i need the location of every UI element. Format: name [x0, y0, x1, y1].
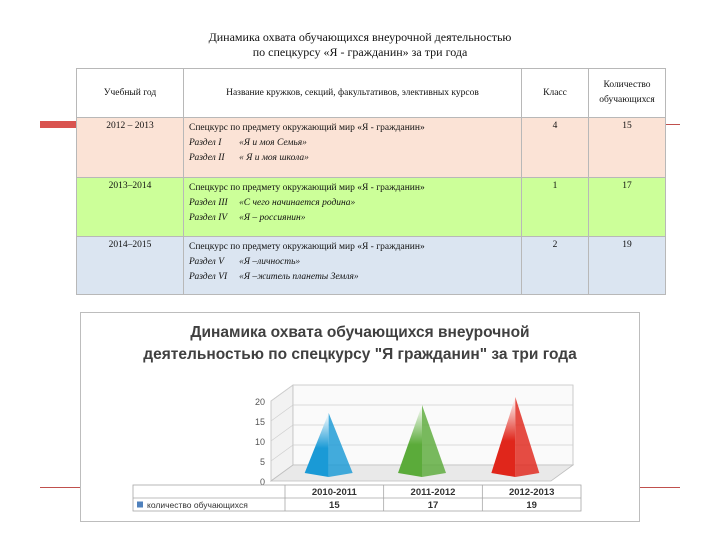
chart-title-line-1: Динамика охвата обучающихся внеурочной [190, 324, 530, 341]
table-row [77, 118, 666, 178]
header-class: Класс [522, 69, 589, 118]
chart-canvas [81, 313, 639, 521]
section-name: « Я и моя школа» [239, 153, 309, 163]
title-line-1: Динамика охвата обучающихся внеурочной деятельностью [208, 30, 512, 44]
y-tick-label: 10 [254, 437, 265, 447]
legend-swatch [137, 502, 143, 508]
section-name: «Я и моя Семья» [239, 138, 307, 148]
section-name: «Я –личность» [239, 257, 301, 267]
chart-title-line-2: деятельностью по спецкурсу "Я гражданин" за три года [143, 346, 577, 363]
header-year: Учебный год [77, 69, 184, 118]
x-category-label: 2012-2013 [508, 487, 555, 498]
header-course: Название кружков, секций, факультативов, элективных курсов [184, 69, 522, 118]
x-category-label: 2010-2011 [311, 487, 357, 498]
course-name: Спецкурс по предмету окружающий мир «Я - гражданин» [189, 123, 425, 133]
data-value-label: 19 [526, 500, 537, 511]
section-name: «Я – россиянин» [239, 213, 306, 223]
decor-block-top [40, 121, 76, 128]
cell-course [184, 237, 522, 295]
table-header-row [77, 69, 666, 118]
cell-class: 4 [522, 118, 589, 178]
cell-year: 2013–2014 [77, 178, 184, 237]
document-title [0, 30, 720, 60]
section-label: Раздел II [189, 153, 225, 163]
section-name: «Я –житель планеты Земля» [239, 272, 359, 282]
section-label: Раздел IV [189, 213, 228, 223]
x-category-label: 2011-2012 [410, 487, 456, 498]
table-row [77, 237, 666, 295]
cell-count: 15 [589, 118, 666, 178]
chart-data-table [133, 485, 581, 511]
section-label: Раздел V [189, 257, 224, 267]
y-axis [255, 397, 265, 487]
pyramid-chart [80, 312, 640, 522]
table-row [77, 178, 666, 237]
course-name: Спецкурс по предмету окружающий мир «Я - гражданин» [189, 183, 425, 193]
section-name: «С чего начинается родина» [239, 198, 356, 208]
y-tick-label: 20 [254, 397, 265, 407]
coverage-table [76, 68, 666, 295]
y-tick-label: 5 [259, 457, 265, 467]
cell-year: 2012 – 2013 [77, 118, 184, 178]
legend-label: количество обучающихся [147, 500, 248, 510]
section-label: Раздел VI [189, 272, 228, 282]
header-count: Количество обучающихся [589, 69, 666, 118]
data-value-label: 15 [329, 500, 340, 511]
cell-year: 2014–2015 [77, 237, 184, 295]
course-name: Спецкурс по предмету окружающий мир «Я - гражданин» [189, 242, 425, 252]
y-tick-label: 15 [254, 417, 265, 427]
data-value-label: 17 [427, 500, 439, 511]
cell-count: 17 [589, 178, 666, 237]
cell-course [184, 118, 522, 178]
cell-class: 1 [522, 178, 589, 237]
title-line-2: по спецкурсу «Я - гражданин» за три года [252, 45, 468, 59]
cell-class: 2 [522, 237, 589, 295]
cell-course [184, 178, 522, 237]
section-label: Раздел III [189, 198, 228, 208]
cell-count: 19 [589, 237, 666, 295]
y-tick-label: 0 [259, 477, 265, 487]
section-label: Раздел I [189, 138, 222, 148]
